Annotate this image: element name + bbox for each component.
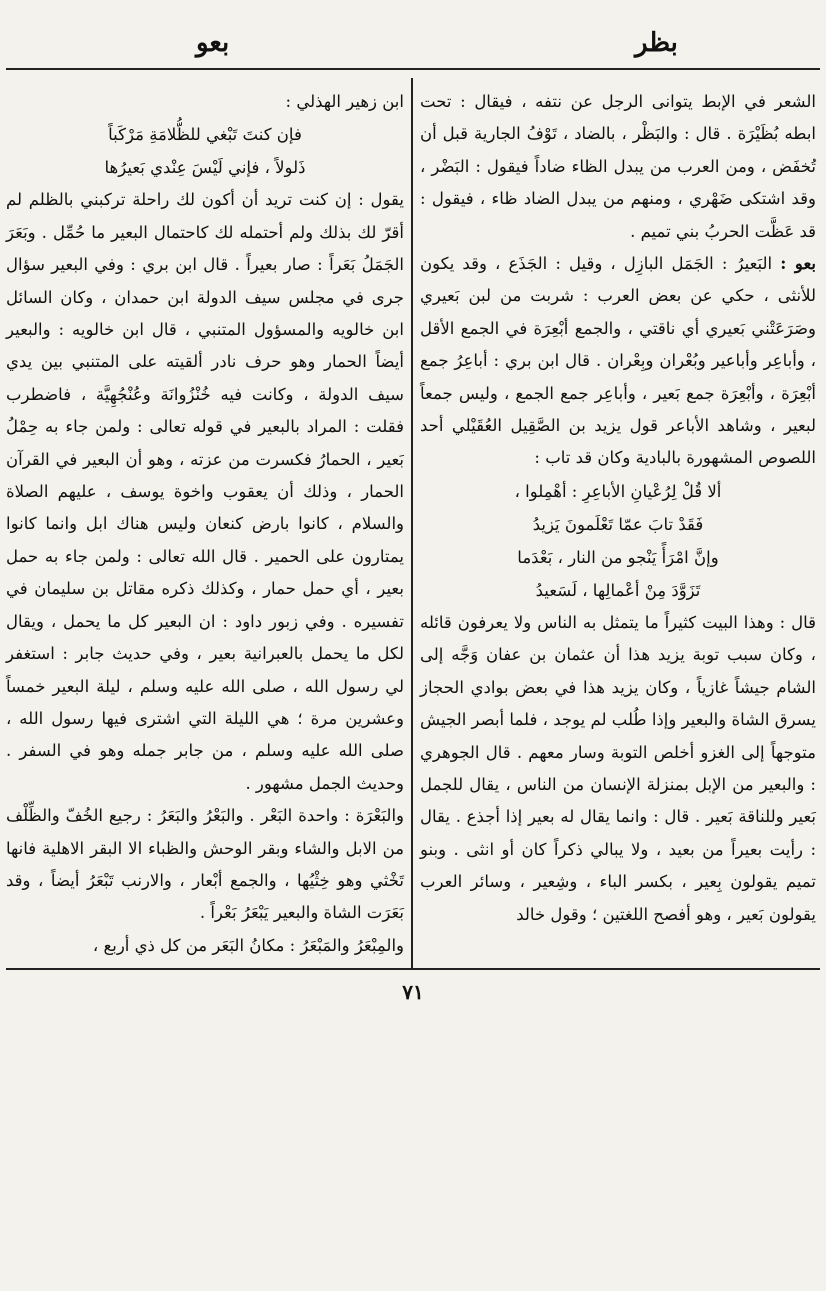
entry-paragraph: الشعر في الإبط يتوانى الرجل عن نتفه ، فيقال : تحت ابطه بُظَيْرَة . قال : والبَظْر ، بالضاد ، تَوْفُ الجارية قبل أن تُخفَض ، ومن العرب من يبدل الظاء ضاداً فيقول : البَضْر ، وقد اشتكى ضَهْري ، ومنهم من يبدل الضاد ظاء ، فيقول : قد عَظَّت الحربُ بني تميم . — [420, 92, 816, 241]
header-keyword-right: بظر — [635, 28, 678, 58]
entry-paragraph: والبَعْرَة : واحدة البَعْر . والبَعْرُ والبَعَرُ : رجيع الخُفّ والظِّلْف من الابل والشاء وبقر الوحش والظباء الا البقر الاهلية فانها تَخْثي وهو خِثْيُها ، والجمع أبْعار ، والارنب تَبْعَرُ أيضاً ، وقد بَعَرَت الشاة والبعير يَبْعَرُ بَعْراً . — [6, 806, 404, 923]
page-number: ٧١ — [402, 980, 424, 1004]
left-column — [6, 86, 404, 962]
verse-line: ألا قُلْ لِرُعْيانِ الأباعِرِ : أهْمِلوا ، — [514, 481, 722, 501]
entry-paragraph — [420, 248, 816, 475]
verse-attribution: ابن زهير الهذلي : — [285, 92, 404, 111]
entry-text: البَعيرُ : الجَمَل البازِل ، وقيل : الجَذَع ، وقد يكون للأنثى ، حكي عن بعض العرب : شربت من لبن بَعيري وصَرَعَتْني بَعيري أي ناقتي ، والجمع أبْعِرَة في الجمع الأقل ، وأباعِر وأباعير وبُعْران وبِعْران . قال ابن بري : أباعِرُ جمع أبْعِرَة ، وأبْعِرَة جمع بَعير ، وأباعِر جمع الجمع ، وليس جمعاً لبعير ، وشاهد الأباعر قول يزيد بن الصَّقِيل العُقَيْلي أحد اللصوص المشهورة بالبادية وكان قد تاب : — [420, 254, 816, 468]
verse-line: فَقَدْ تابَ عمّا تَعْلَمونَ يَزيدُ — [532, 514, 704, 534]
column-divider — [411, 78, 413, 968]
header-rule — [6, 68, 820, 70]
entry-paragraph: قال : وهذا البيت كثيراً ما يتمثل به الناس ولا يعرفون قائله ، وكان سبب توبة يزيد هذا أن عثمان بن عفان وَجَّه إلى الشام جيشاً غازياً ، وكان يزيد هذا في بعض بوادي الحجاز يسرق الشاة والبعير وإذا طُلب لم يوجد ، فلما أبصر الجيش متوجهاً إلى الغزو أخلص التوبة وسار معهم . قال الجوهري : والبعير من الإبل بمنزلة الإنسان من الناس ، يقال للجمل بَعير وللناقة بَعير . قال : وانما يقال له بعير إذا أجذع . يقال : رأيت بعيراً من بعيد ، ولا يبالي ذكراً كان أو انثى . وبنو تميم يقولون بِعير ، بكسر الباء ، وشِعير ، وسائر العرب يقولون بَعير ، وهو أفصح اللغتين ؛ وقول خالد — [420, 612, 816, 924]
entry-headword: بعو : — [780, 254, 816, 274]
entry-paragraph: والمِبْعَرُ والمَبْعَرُ : مكانُ البَعَر من كل ذي أربع ، — [92, 935, 404, 955]
verse-line: تَزَوَّدَ مِنْ أعْمالِها ، لَسَعيدُ — [535, 580, 701, 600]
verse-line: فإن كنتَ تَبْغي للظُّلامَةِ مَرْكَباً — [108, 125, 302, 145]
entry-paragraph: يقول : إن كنت تريد أن أكون لك راحلة تركبني بالظلم لم أقرّ لك بذلك ولم أحتمله لك كاحتمال البعير ما حُمِّل . وبَعَرَ الجَمَلُ بَعَراً : صار بعيراً . قال ابن بري : وفي البعير سؤال جرى في مجلس سيف الدولة ابن حمدان ، وكان السائل ابن خالويه والمسؤول المتنبي ، قال ابن خالويه : والبعير أيضاً الحمار وهو حرف نادر ألقيته على المتنبي بين يدي سيف الدولة ، وكانت فيه خُنْزُوانَة وعُنْجُهِيَّة ، فاضطرب فقلت : المراد بالبعير في قوله تعالى : ولمن جاء به حِمْلُ بَعير ، الحمارُ فكسرت من عزته ، وهو أن البعير في القرآن الحمار ، وذلك أن يعقوب واخوة يوسف ، عليهم الصلاة والسلام ، كانوا بارض كنعان وليس هناك ابل وانما كانوا يمتارون على الحمير . قال الله تعالى : ولمن جاء به حمل بعير ، أي حمل حمار ، وكذلك ذكره مقاتل بن سليمان في تفسيره . وفي زبور داود : ان البعير كل ما يحمل ، ويقال لكل ما يحمل بالعبرانية بعير ، وفي حديث جابر : استغفر لي رسول الله ، صلى الله عليه وسلم ، ليلة البعير خمساً وعشرين مرة ؛ هي الليلة التي اشترى فيها رسول الله ، صلى الله عليه وسلم ، من جابر جمله وهو في السفر . وحديث الجمل مشهور . — [6, 190, 404, 793]
verse-line: ذَلولاً ، فإني لَيْسَ عِنْدي بَعيرُها — [104, 158, 306, 178]
verse-line: وإنَّ امْرَأً يَنْجو من النار ، بَعْدَما — [517, 547, 719, 567]
right-column — [420, 86, 816, 931]
header-keyword-left: بعو — [196, 28, 230, 58]
footer-rule — [6, 968, 820, 970]
